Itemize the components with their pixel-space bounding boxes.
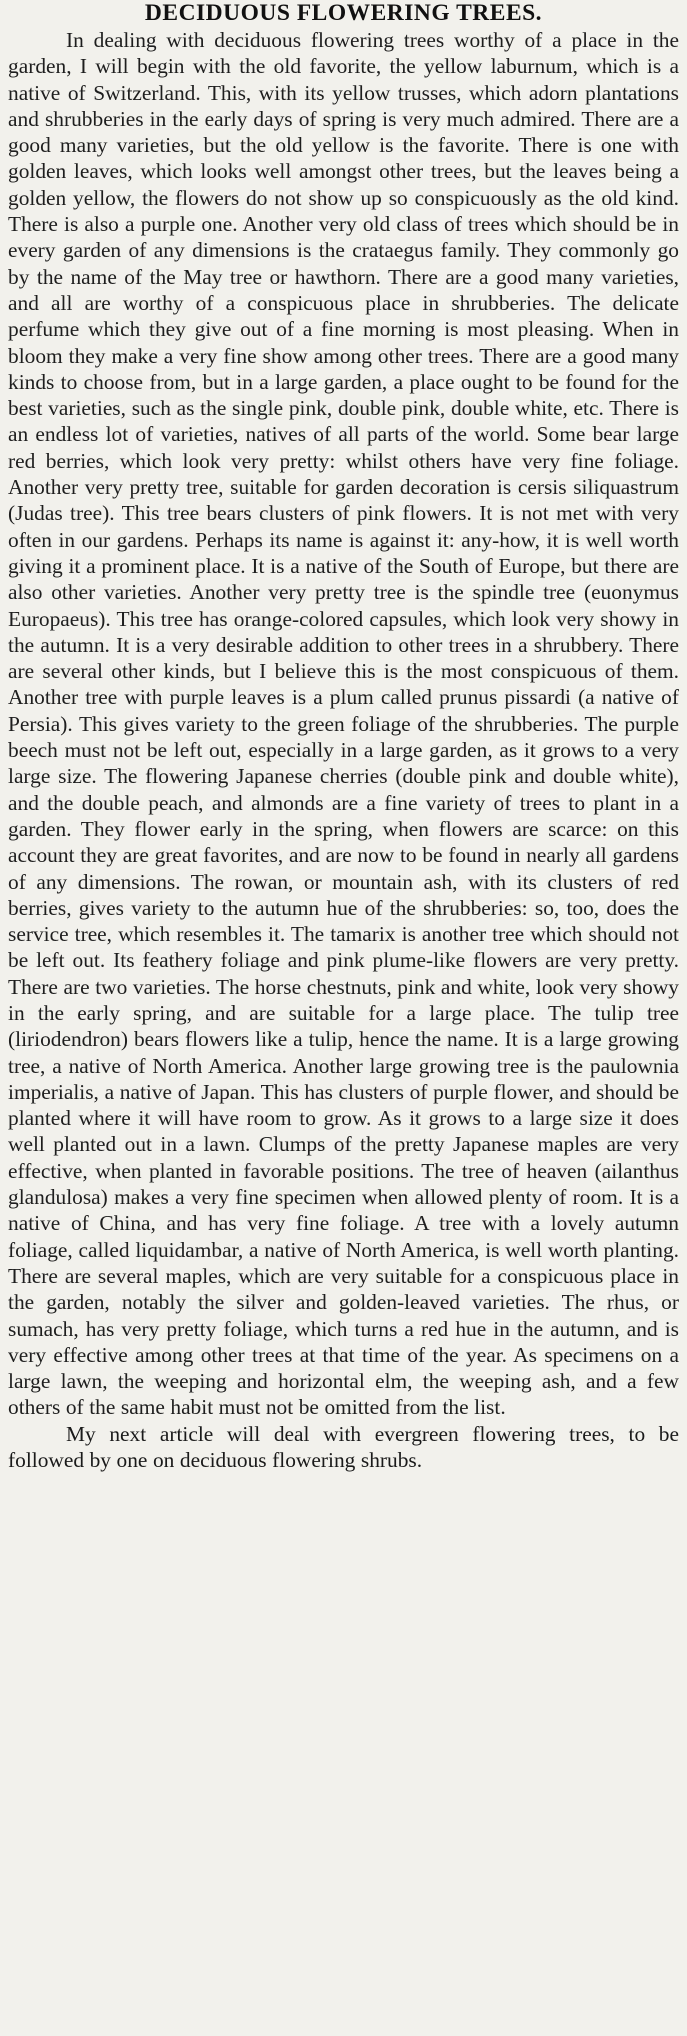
article-headline: DECIDUOUS FLOWERING TREES. bbox=[144, 0, 543, 26]
article-closing-paragraph: My next article will deal with evergreen flowering trees, to be followed by one on deciduous flowering shrubs. bbox=[8, 1421, 679, 1473]
article-body-paragraph: In dealing with deciduous flowering trees worthy of a place in the garden, I will begin with the old favorite, the yellow laburnum, which is a native of Switzerland. This, with its yellow trusses, which adorn plantations and shrubberies in the early days of spring is very much admired. There are a good many varieties, but the old yellow is the favorite. There is one with golden leaves, which looks well amongst other trees, but the leaves being a golden yellow, the flowers do not show up so conspicuously as the old kind. There is also a purple one. Another very old class of trees which should be in every garden of any dimensions is the crataegus family. They commonly go by the name of the May tree or hawthorn. There are a good many varieties, and all are worthy of a conspicuous place in shrubberies. The delicate perfume which they give out of a fine morning is most pleasing. When in bloom they make a very fine show among other trees. There are a good many kinds to choose from, but in a large garden, a place ought to be found for the best varieties, such as the single pink, double pink, double white, etc. There is an endless lot of varieties, natives of all parts of the world. Some bear large red berries, which look very pretty: whilst others have very fine foliage. Another very pretty tree, suitable for garden decoration is cersis siliquastrum (Judas tree). This tree bears clusters of pink flowers. It is not met with very often in our gardens. Perhaps its name is against it: any-how, it is well worth giving it a prominent place. It is a native of the South of Europe, but there are also other varieties. Another very pretty tree is the spindle tree (euonymus Europaeus). This tree has orange-colored capsules, which look very showy in the autumn. It is a very desirable addition to other trees in a shrubbery. There are several other kinds, but I believe this is the most conspicuous of them. Another tree with purple leaves is a plum called prunus pissardi (a native of Persia). This gives variety to the green foliage of the shrubberies. The purple beech must not be left out, especially in a large garden, as it grows to a very large size. The flowering Japanese cherries (double pink and double white), and the double peach, and almonds are a fine variety of trees to plant in a garden. They flower early in the spring, when flowers are scarce: on this account they are great favorites, and are now to be found in nearly all gardens of any dimensions. The rowan, or mountain ash, with its clusters of red berries, gives variety to the autumn hue of the shrubberies: so, too, does the service tree, which resembles it. The tamarix is another tree which should not be left out. Its feathery foliage and pink plume-like flowers are very pretty. There are two varieties. The horse chestnuts, pink and white, look very showy in the early spring, and are suitable for a large place. The tulip tree (liriodendron) bears flowers like a tulip, hence the name. It is a large growing tree, a native of North America. Another large growing tree is the paulownia imperialis, a native of Japan. This has clusters of purple flower, and should be planted where it will have room to grow. As it grows to a large size it does well planted out in a lawn. Clumps of the pretty Japanese maples are very effective, when planted in favorable positions. The tree of heaven (ailanthus glandulosa) makes a very fine specimen when allowed plenty of room. It is a native of China, and has very fine foliage. A tree with a lovely autumn foliage, called liquidambar, a native of North America, is well worth planting. There are several maples, which are very suitable for a conspicuous place in the garden, notably the silver and golden-leaved varieties. The rhus, or sumach, has very pretty foliage, which turns a red hue in the autumn, and is very effective among other trees at that time of the year. As specimens on a large lawn, the weeping and horizontal elm, the weeping ash, and a few others of the same habit must not be omitted from the list. bbox=[8, 28, 679, 1420]
